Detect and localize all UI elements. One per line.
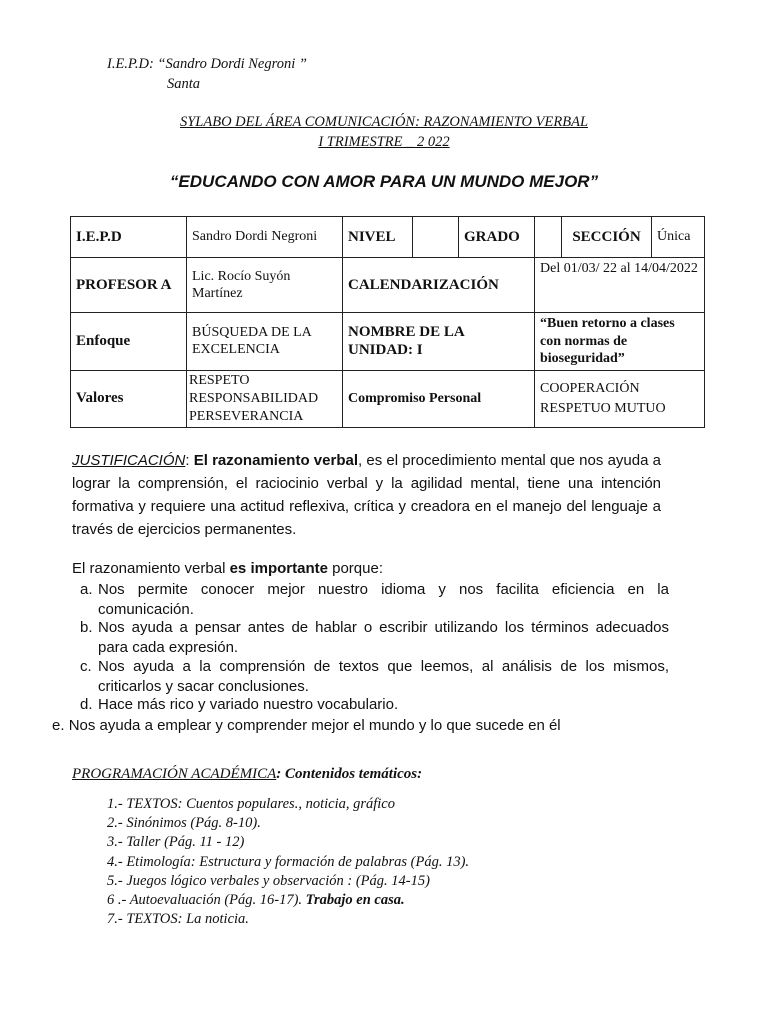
topic-item: 1.- TEXTOS: Cuentos populares., noticia, gráfico: [107, 796, 395, 812]
unidad-value: “Buen retorno a clases con normas de bioseguridad”: [535, 313, 705, 371]
topic-item: 2.- Sinónimos (Pág. 8-10).: [107, 815, 261, 832]
info-table: [70, 216, 705, 428]
compromiso-list: [535, 370, 705, 427]
list-item: [80, 695, 669, 715]
seccion-value: Única: [652, 217, 705, 258]
list-text: Nos permite conocer mejor nuestro idioma y nos facilita eficiencia en la comunicación.: [98, 581, 669, 618]
justification-colon: :: [185, 452, 190, 469]
list-item: [80, 618, 669, 658]
list-marker: b.: [80, 619, 93, 636]
list-text: Nos ayuda a emplear y comprender mejor el mundo y lo que sucede en él: [68, 717, 561, 734]
list-marker: e.: [52, 717, 65, 734]
list-item: [80, 657, 669, 697]
list-item: [52, 716, 561, 736]
syllabus-title: SYLABO DEL ÁREA COMUNICACIÓN: RAZONAMIENTO VERBAL: [179, 114, 589, 130]
compromiso-item: COOPERACIÓN: [540, 380, 640, 396]
topic-item: 4.- Etimología: Estructura y formación de palabras (Pág. 13).: [107, 853, 470, 870]
list-marker: d.: [80, 696, 93, 713]
nivel-value: [413, 217, 459, 258]
table-row: [71, 258, 705, 313]
school-city: Santa: [167, 76, 201, 92]
compromiso-item: RESPETUO MUTUO: [540, 400, 666, 416]
list-marker: a.: [80, 581, 93, 598]
valor-item: RESPETO: [189, 372, 250, 388]
table-row: [71, 370, 705, 427]
list-text: Nos ayuda a pensar antes de hablar o escribir utilizando los términos adecuados para cada expresión.: [98, 619, 669, 656]
school-name: I.E.P.D: “Sandro Dordi Negroni ”: [107, 56, 307, 72]
intro-bold: es importante: [229, 560, 328, 577]
justification-bold: El razonamiento verbal: [193, 452, 359, 469]
topic-item: 3.- Taller (Pág. 11 - 12): [107, 834, 245, 851]
compromiso-label: Compromiso Personal: [343, 370, 535, 427]
justification-text: , es el procedimiento mental que nos ayuda a lograr la comprensión, el raciocinio verbal y la agilidad mental, tiene una intención formativa y requiere una actitud reflexiva, crítica y creadora en el manejo del lenguaje a través de ejercicios permanentes.: [72, 452, 661, 538]
calendarizacion-label: CALENDARIZACIÓN: [343, 258, 535, 313]
programacion-heading: [72, 766, 422, 783]
unidad-label: NOMBRE DE LA UNIDAD: I: [343, 313, 535, 371]
importance-intro: [72, 557, 383, 580]
intro-prefix: El razonamiento verbal: [72, 560, 230, 577]
table-row: [71, 217, 705, 258]
profesor-label: PROFESOR A: [71, 258, 187, 313]
term-title: I TRIMESTRE _ 2 022: [318, 134, 450, 150]
iepd-label: I.E.P.D: [71, 217, 187, 258]
topics-list: [107, 795, 469, 929]
contenidos-label: : Contenidos temáticos:: [276, 766, 423, 782]
profesor-value: Lic. Rocío Suyón Martínez: [187, 258, 343, 313]
enfoque-value: BÚSQUEDA DE LA EXCELENCIA: [187, 313, 343, 371]
grado-value: [535, 217, 562, 258]
justification-paragraph: [72, 449, 661, 541]
valores-list: [187, 370, 343, 427]
list-marker: c.: [80, 658, 92, 675]
topic-item: 6 .- Autoevaluación (Pág. 16-17). Trabajo en casa.: [107, 892, 405, 909]
justification-label: JUSTIFICACIÓN: [72, 452, 186, 469]
iepd-value: Sandro Dordi Negroni: [187, 217, 343, 258]
valor-item: PERSEVERANCIA: [189, 408, 304, 424]
valores-label: Valores: [71, 370, 187, 427]
list-text: Hace más rico y variado nuestro vocabulario.: [98, 696, 399, 713]
nivel-label: NIVEL: [343, 217, 413, 258]
valor-item: RESPONSABILIDAD: [189, 390, 319, 406]
list-text: Nos ayuda a la comprensión de textos que leemos, al análisis de los mismos, criticarlos y sacar conclusiones.: [98, 658, 669, 695]
calendarizacion-value: Del 01/03/ 22 al 14/04/2022: [535, 258, 705, 313]
intro-suffix: porque:: [327, 560, 383, 577]
programacion-label: PROGRAMACIÓN ACADÉMICA: [72, 766, 277, 782]
topic-item: 5.- Juegos lógico verbales y observación : (Pág. 14-15): [107, 872, 430, 889]
enfoque-label: Enfoque: [71, 313, 187, 371]
motto-heading: “EDUCANDO CON AMOR PARA UN MUNDO MEJOR”: [169, 172, 599, 191]
grado-label: GRADO: [459, 217, 535, 258]
seccion-label: SECCIÓN: [562, 217, 652, 258]
table-row: [71, 313, 705, 371]
list-item: [80, 580, 669, 620]
topic-item: 7.- TEXTOS: La noticia.: [107, 911, 249, 928]
